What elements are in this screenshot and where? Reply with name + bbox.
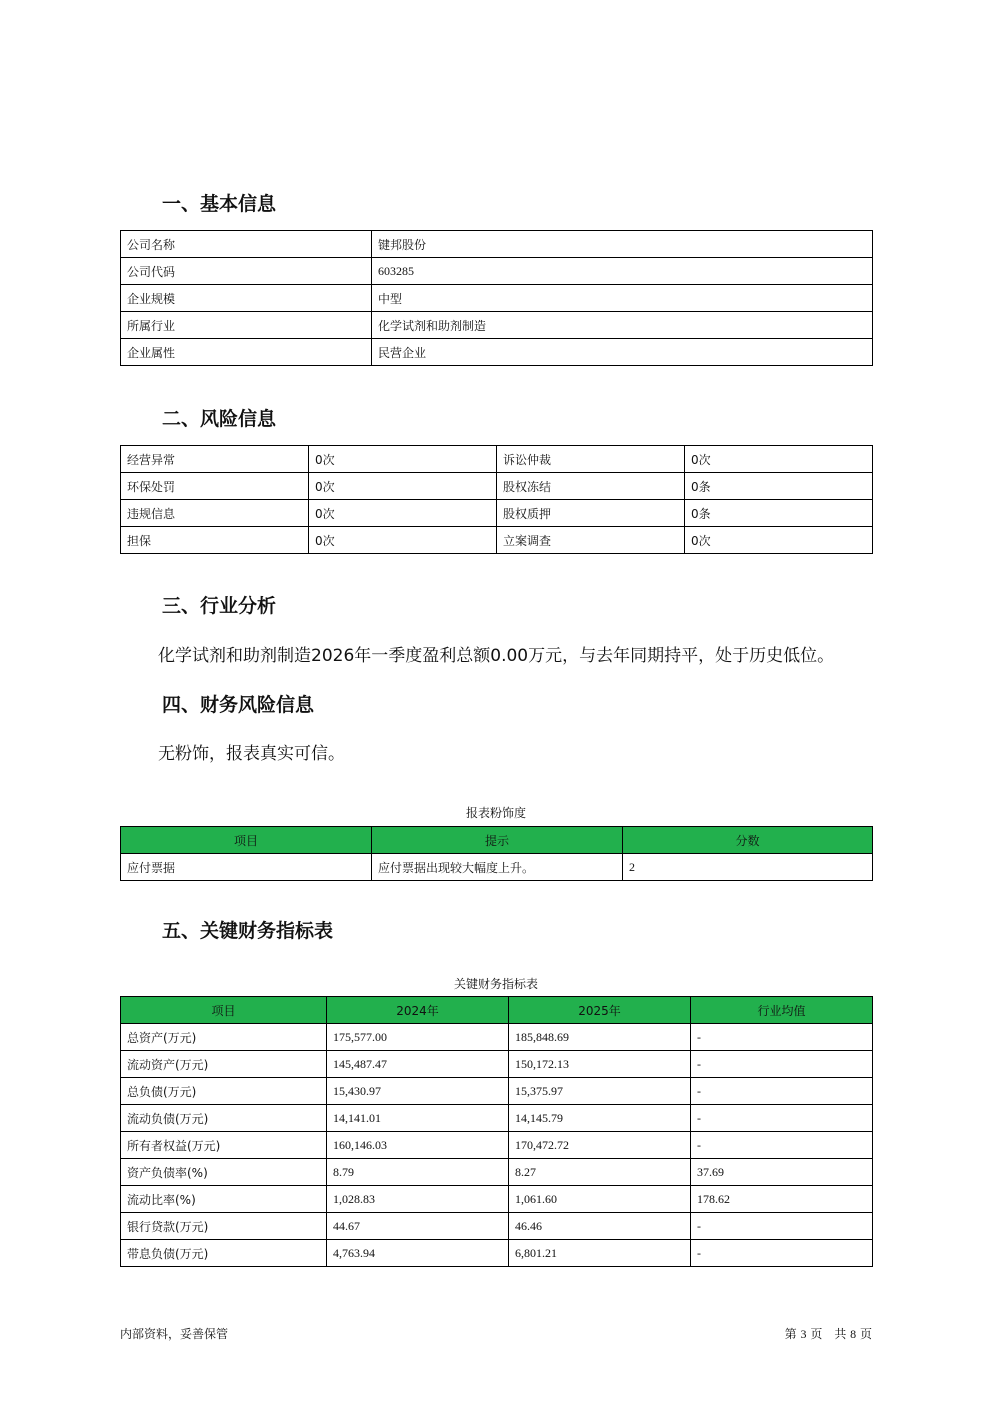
value-2024: 4,763.94 — [327, 1240, 509, 1267]
value-2024: 145,487.47 — [327, 1051, 509, 1078]
value-2024: 160,146.03 — [327, 1132, 509, 1159]
section-title-key-financials: 五、关键财务指标表 — [162, 920, 334, 942]
industry-average: - — [691, 1105, 873, 1132]
value-2024: 14,141.01 — [327, 1105, 509, 1132]
value-2024: 1,028.83 — [327, 1186, 509, 1213]
current-page: 3 — [800, 1327, 807, 1341]
risk-value: 0次 — [309, 500, 497, 527]
value-2025: 8.27 — [509, 1159, 691, 1186]
statement-window-dressing-table — [120, 826, 873, 881]
table-row — [121, 473, 873, 500]
metric-name: 总资产(万元) — [121, 1024, 327, 1051]
table-row — [121, 1078, 873, 1105]
risk-value: 0条 — [685, 500, 873, 527]
value-2025: 15,375.97 — [509, 1078, 691, 1105]
field-label: 公司名称 — [121, 231, 372, 258]
table-caption: 关键财务指标表 — [453, 977, 538, 991]
industry-average: 37.69 — [691, 1159, 873, 1186]
financial-risk-text: 无粉饰，报表真实可信。 — [158, 744, 345, 764]
value-2025: 170,472.72 — [509, 1132, 691, 1159]
value-2025: 1,061.60 — [509, 1186, 691, 1213]
table-row — [121, 446, 873, 473]
table-row — [121, 854, 873, 881]
risk-label: 股权冻结 — [497, 473, 685, 500]
field-value: 民营企业 — [372, 339, 873, 366]
risk-value: 0次 — [309, 527, 497, 554]
value-2025: 46.46 — [509, 1213, 691, 1240]
industry-average: - — [691, 1240, 873, 1267]
field-value: 603285 — [372, 258, 873, 285]
industry-average: - — [691, 1051, 873, 1078]
risk-value: 0次 — [685, 446, 873, 473]
table-row — [121, 1132, 873, 1159]
table-row — [121, 1024, 873, 1051]
risk-label: 违规信息 — [121, 500, 309, 527]
metric-name: 流动资产(万元) — [121, 1051, 327, 1078]
column-header: 项目 — [121, 827, 372, 854]
table-header-row — [121, 827, 873, 854]
value-2025: 6,801.21 — [509, 1240, 691, 1267]
column-header: 2025年 — [509, 997, 691, 1024]
column-header: 项目 — [121, 997, 327, 1024]
risk-label: 环保处罚 — [121, 473, 309, 500]
column-header: 2024年 — [327, 997, 509, 1024]
field-label: 公司代码 — [121, 258, 372, 285]
score-cell: 2 — [623, 854, 873, 881]
value-2024: 44.67 — [327, 1213, 509, 1240]
footer-confidential-note: 内部资料，妥善保管 — [120, 1327, 229, 1341]
metric-name: 总负债(万元) — [121, 1078, 327, 1105]
industry-average: - — [691, 1132, 873, 1159]
value-2025: 14,145.79 — [509, 1105, 691, 1132]
risk-label: 担保 — [121, 527, 309, 554]
total-pages: 8 — [850, 1327, 857, 1341]
risk-info-table — [120, 445, 873, 554]
table-row — [121, 339, 873, 366]
risk-label: 股权质押 — [497, 500, 685, 527]
risk-label: 诉讼仲裁 — [497, 446, 685, 473]
risk-value: 0次 — [309, 446, 497, 473]
page-suffix: 页 — [859, 1327, 872, 1341]
table-caption: 报表粉饰度 — [465, 806, 526, 820]
key-financial-table — [120, 996, 873, 1267]
hint-cell: 应付票据出现较大幅度上升。 — [372, 854, 623, 881]
section-title-financial-risk: 四、财务风险信息 — [162, 694, 315, 716]
section-title-industry-analysis: 三、行业分析 — [162, 595, 277, 617]
table-row — [121, 527, 873, 554]
value-2024: 15,430.97 — [327, 1078, 509, 1105]
metric-name: 流动比率(%) — [121, 1186, 327, 1213]
basic-info-table — [120, 230, 873, 366]
field-label: 企业属性 — [121, 339, 372, 366]
risk-value: 0次 — [685, 527, 873, 554]
footer-page-number — [785, 1325, 872, 1342]
table-header-row — [121, 997, 873, 1024]
item-cell: 应付票据 — [121, 854, 372, 881]
industry-average: - — [691, 1078, 873, 1105]
value-2024: 8.79 — [327, 1159, 509, 1186]
risk-label: 经营异常 — [121, 446, 309, 473]
table-row — [121, 312, 873, 339]
industry-average: - — [691, 1213, 873, 1240]
metric-name: 带息负债(万元) — [121, 1240, 327, 1267]
table-row — [121, 258, 873, 285]
table-row — [121, 1051, 873, 1078]
value-2024: 175,577.00 — [327, 1024, 509, 1051]
field-value: 化学试剂和助剂制造 — [372, 312, 873, 339]
industry-average: - — [691, 1024, 873, 1051]
metric-name: 流动负债(万元) — [121, 1105, 327, 1132]
section-title-basic-info: 一、基本信息 — [162, 193, 277, 215]
field-value: 键邦股份 — [372, 231, 873, 258]
table-row — [121, 1105, 873, 1132]
table-row — [121, 285, 873, 312]
risk-value: 0次 — [309, 473, 497, 500]
risk-value: 0条 — [685, 473, 873, 500]
value-2025: 185,848.69 — [509, 1024, 691, 1051]
table-row — [121, 1213, 873, 1240]
column-header: 行业均值 — [691, 997, 873, 1024]
metric-name: 所有者权益(万元) — [121, 1132, 327, 1159]
table-row — [121, 500, 873, 527]
metric-name: 银行贷款(万元) — [121, 1213, 327, 1240]
table-row — [121, 1159, 873, 1186]
field-label: 企业规模 — [121, 285, 372, 312]
industry-average: 178.62 — [691, 1186, 873, 1213]
metric-name: 资产负债率(%) — [121, 1159, 327, 1186]
risk-label: 立案调查 — [497, 527, 685, 554]
column-header: 提示 — [372, 827, 623, 854]
table-row — [121, 1186, 873, 1213]
column-header: 分数 — [623, 827, 873, 854]
page-mid: 页 共 — [810, 1327, 847, 1341]
field-label: 所属行业 — [121, 312, 372, 339]
industry-analysis-text: 化学试剂和助剂制造2026年一季度盈利总额0.00万元，与去年同期持平，处于历史低位。 — [158, 646, 835, 666]
table-row — [121, 1240, 873, 1267]
field-value: 中型 — [372, 285, 873, 312]
section-title-risk-info: 二、风险信息 — [162, 408, 277, 430]
table-row — [121, 231, 873, 258]
page-prefix: 第 — [784, 1327, 797, 1341]
value-2025: 150,172.13 — [509, 1051, 691, 1078]
